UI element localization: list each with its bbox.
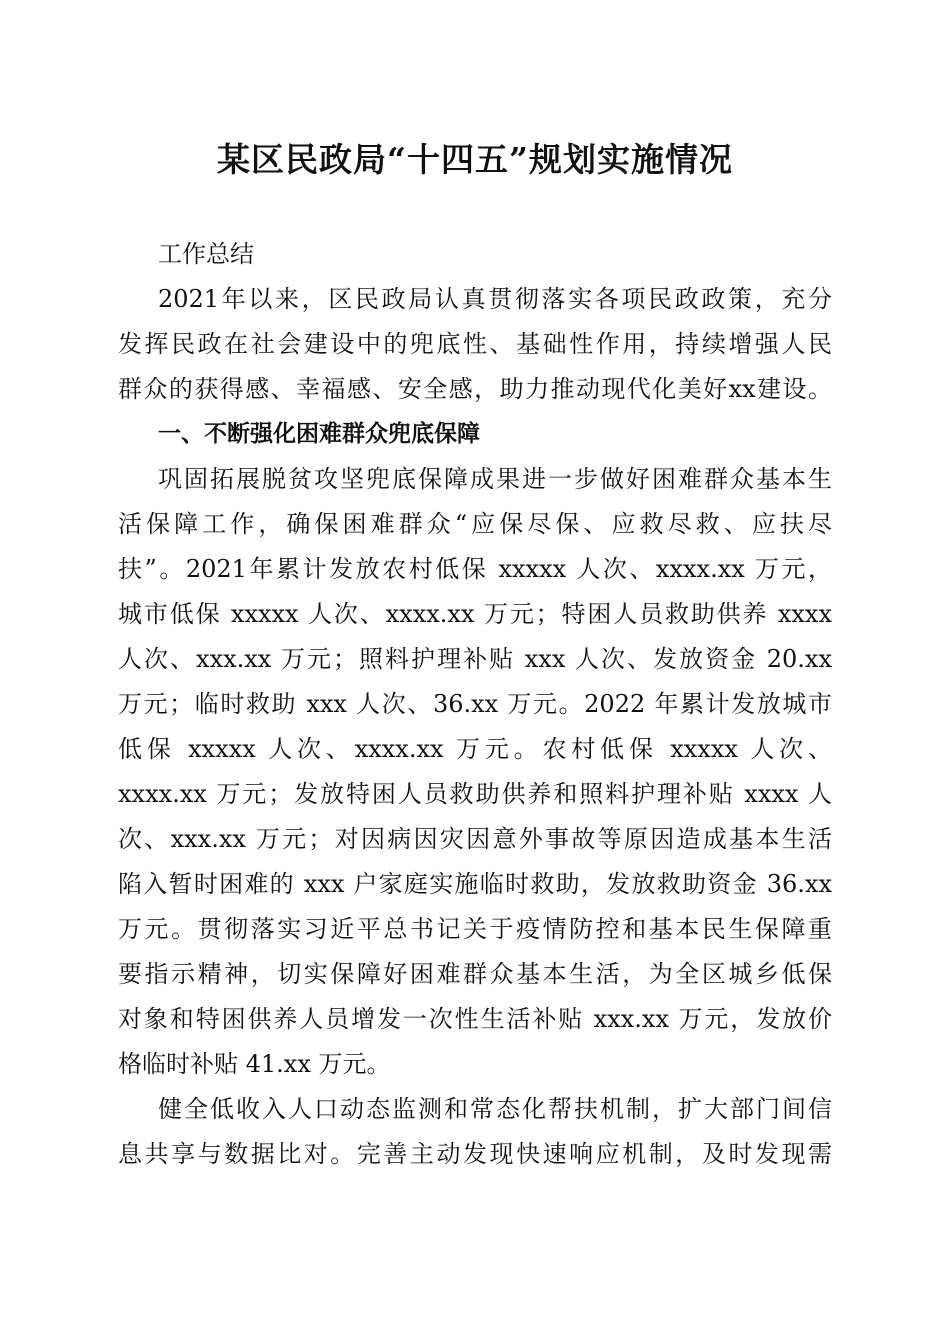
- text-line: 次、xxx.xx 万元；对因病因灾因意外事故等原因造成基本生活: [118, 825, 832, 853]
- text-line: 城市低保 xxxxx 人次、xxxx.xx 万元；特困人员救助供养 xxxx: [118, 600, 832, 628]
- text-line: 发挥民政在社会建设中的兜底性、基础性作用，持续增强人民: [118, 330, 832, 358]
- text-line: 巩固拓展脱贫攻坚兜底保障成果进一步做好困难群众基本生: [158, 465, 832, 493]
- text-line: 扶”。2021年累计发放农村低保 xxxxx 人次、xxxx.xx 万元，: [118, 555, 832, 583]
- text-line: 低保 xxxxx 人次、xxxx.xx 万元。农村低保 xxxxx 人次、: [118, 735, 832, 763]
- text-line: 陷入暂时困难的 xxx 户家庭实施临时救助，发放救助资金 36.xx: [118, 870, 832, 898]
- paragraph-1: [118, 457, 832, 1087]
- text-line: 健全低收入人口动态监测和常态化帮扶机制，扩大部门间信: [158, 1095, 832, 1123]
- intro-paragraph: [118, 277, 832, 412]
- document-body: [118, 232, 832, 1177]
- section-heading: 一、不断强化困难群众兜底保障: [158, 421, 480, 447]
- text-line: 要指示精神，切实保障好困难群众基本生活，为全区城乡低保: [118, 960, 832, 988]
- document-title: 某区民政局“十四五”规划实施情况: [217, 140, 733, 179]
- text-line: 2021年以来，区民政局认真贯彻落实各项民政政策，充分: [158, 285, 832, 313]
- text-line: 万元。贯彻落实习近平总书记关于疫情防控和基本民生保障重: [118, 915, 832, 943]
- text-line: 对象和特困供养人员增发一次性生活补贴 xxx.xx 万元，发放价: [118, 1005, 832, 1033]
- subtitle: 工作总结: [158, 240, 254, 268]
- paragraph-2: [118, 1087, 832, 1177]
- text-line: 格临时补贴 41.xx 万元。: [118, 1050, 391, 1078]
- text-line: 息共享与数据比对。完善主动发现快速响应机制，及时发现需: [118, 1140, 832, 1168]
- text-line: 万元；临时救助 xxx 人次、36.xx 万元。2022 年累计发放城市: [118, 690, 832, 718]
- text-line: 活保障工作，确保困难群众“应保尽保、应救尽救、应扶尽: [118, 510, 832, 538]
- text-line: xxxx.xx 万元；发放特困人员救助供养和照料护理补贴 xxxx 人: [118, 780, 832, 808]
- text-line: 人次、xxx.xx 万元；照料护理补贴 xxx 人次、发放资金 20.xx: [118, 645, 832, 673]
- text-line: 群众的获得感、幸福感、安全感，助力推动现代化美好xx建设。: [118, 375, 832, 403]
